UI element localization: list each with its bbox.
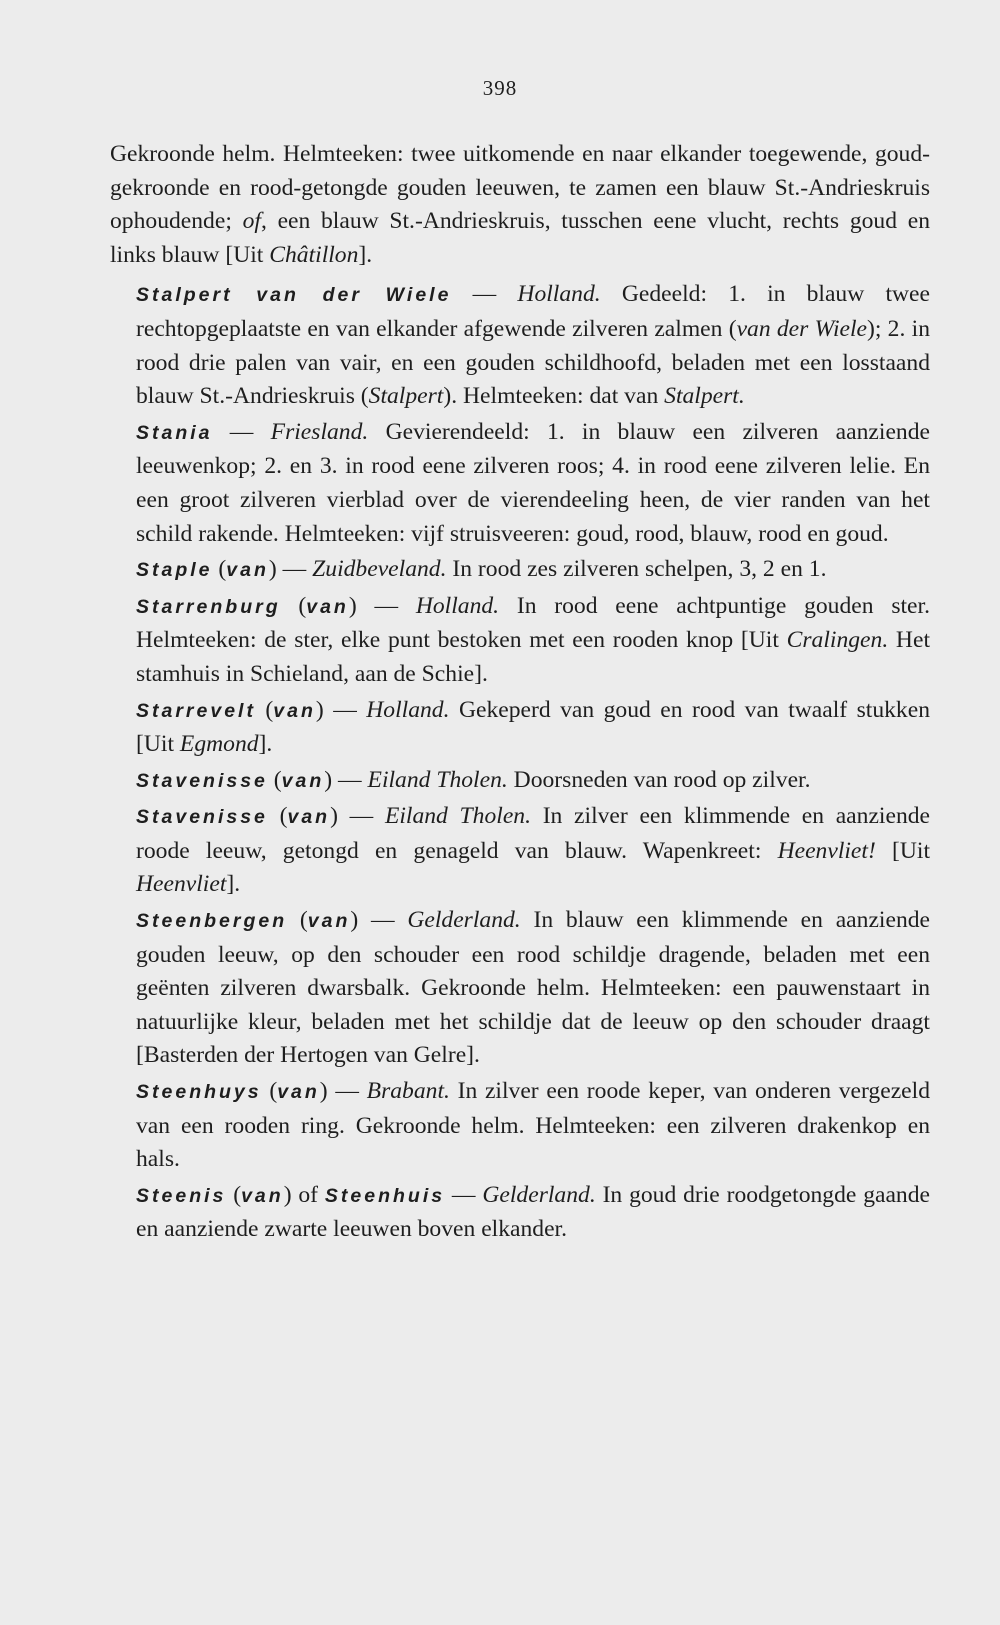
body-text: ( — [261, 1078, 278, 1105]
body-text: , een blauw St.-Andrieskruis, tusschen eene vlucht, rechts goud en links blauw [Uit — [110, 208, 930, 268]
body-text: Gedeeld: 1. in blauw twee rechtopgeplaatste en van elkander afgewende zilveren zalmen ( — [136, 281, 930, 342]
body-text: In zilver een klimmende en aanziende roode leeuw, getongd en genageld van blauw. Wapenkreet: — [136, 803, 931, 864]
body-text: ) — — [319, 1078, 367, 1105]
entry-paragraph — [110, 553, 930, 588]
body-text: ( — [212, 556, 227, 583]
family-name: Steenhuys — [136, 1081, 262, 1104]
entry-paragraph — [110, 1075, 930, 1177]
body-text: ]. — [258, 731, 273, 758]
body-text: In rood zes zilveren schelpen, 3, 2 en 1. — [446, 556, 827, 583]
family-name: van — [307, 910, 351, 933]
body-text: [Uit — [875, 837, 930, 864]
body-text: — — [445, 1181, 483, 1208]
body-text: ) — — [268, 556, 313, 583]
body-text: ). Helmteeken: dat van — [443, 383, 665, 410]
italic-text: van der Wiele — [736, 315, 868, 342]
body-text: Gevierendeeld: 1. in blauw een zilveren aanziende leeuwenkop; 2. en 3. in rood eene zilveren roos; 4. in rood eene zilveren lelie. En een groot zilveren vierblad over de vierendeeling heen, de vier randen van het schild rakende. Helmteeken: vijf struisveeren: goud, rood, blauw, rood en goud. — [136, 418, 930, 547]
italic-text: Holland. — [366, 696, 450, 723]
italic-text: Châtillon — [269, 241, 359, 268]
body-text: ( — [255, 696, 274, 723]
italic-text: Eiland Tholen. — [367, 766, 508, 793]
body-text: ) — — [324, 766, 368, 793]
family-name: Stalpert van der Wiele — [136, 284, 452, 307]
family-name: van — [281, 769, 325, 792]
italic-text: Gelderland. — [482, 1181, 596, 1208]
body-text: ( — [287, 907, 308, 934]
italic-text: Zuidbeveland. — [312, 556, 447, 583]
entry-paragraph — [110, 278, 930, 413]
italic-text: Friesland. — [270, 418, 369, 445]
family-name: Stania — [136, 421, 213, 444]
family-name: Stavenisse — [136, 806, 268, 829]
italic-text: of — [242, 208, 261, 235]
italic-text: Stalpert — [368, 383, 444, 410]
entry-paragraph — [110, 904, 930, 1073]
body-text: ( — [267, 803, 288, 830]
entry-paragraph — [110, 800, 930, 902]
family-name: Steenhuis — [324, 1184, 446, 1207]
body-text: ) of — [283, 1181, 325, 1208]
page-number: 398 — [482, 76, 518, 100]
italic-text: Heenvliet! — [777, 837, 876, 864]
body-text: ( — [280, 592, 307, 619]
continuation-paragraph — [110, 138, 930, 272]
italic-text: Gelderland. — [407, 907, 521, 934]
family-name: Starrevelt — [136, 699, 256, 722]
body-text: — — [212, 418, 271, 445]
family-name: van — [226, 559, 269, 582]
entry-paragraph — [110, 590, 930, 692]
family-name: Steenbergen — [136, 910, 288, 933]
body-text: In blauw een klimmende en aanziende gouden leeuw, op den schouder een rood schildje dragende, beladen met een geënten zilveren dwarsbalk. Gekroonde helm. Helmteeken: een pauwenstaart in natuurlijke kleur, beladen met het schildje dat de leeuw op den schouder draagt [Basterden der Hertogen van Gelre]. — [136, 907, 931, 1069]
family-name: van — [306, 595, 349, 618]
body-text: In goud drie roodgetongde gaande en aanziende zwarte leeuwen boven elkander. — [136, 1181, 930, 1243]
body-text: ) — — [330, 803, 385, 830]
italic-text: Cralingen. — [786, 627, 889, 654]
body-text: ) — — [348, 592, 416, 619]
body-text: Gekeperd van goud en rood van twaalf stukken [Uit — [136, 696, 930, 758]
body-text: Het stamhuis in Schieland, aan de Schie]. — [136, 627, 930, 687]
italic-text: Stalpert. — [664, 383, 745, 410]
body-text: ); 2. in rood drie palen van vair, en een gouden schildhoofd, beladen met een losstaand blauw St.-Andrieskruis ( — [136, 315, 930, 410]
family-name: Staple — [136, 559, 213, 582]
body-text: ( — [267, 766, 282, 793]
body-text: ]. — [226, 871, 241, 898]
family-name: Stavenisse — [136, 769, 268, 792]
body-text: In rood eene achtpuntige gouden ster. Helmteeken: de ster, elke punt bestoken met een rooden knop [Uit — [136, 592, 930, 654]
entry-paragraph — [110, 416, 930, 551]
entry-paragraph — [110, 764, 930, 799]
family-name: van — [277, 1081, 320, 1104]
family-name: van — [273, 699, 316, 722]
body-text: ) — — [350, 907, 408, 934]
family-name: van — [287, 806, 331, 829]
page-text — [110, 138, 930, 1249]
body-text: In zilver een roode keper, van onderen vergezeld van een rooden ring. Gekroonde helm. Helmteeken: een zilveren drakenkop en hals. — [136, 1078, 930, 1173]
body-text: — — [451, 281, 518, 308]
italic-text: Brabant. — [366, 1078, 450, 1105]
entry-paragraph — [110, 1179, 930, 1247]
body-text: ( — [226, 1181, 242, 1208]
italic-text: Heenvliet — [136, 871, 227, 898]
entry-paragraph — [110, 694, 930, 762]
italic-text: Egmond — [179, 731, 259, 758]
family-name: Starrenburg — [136, 595, 281, 618]
family-name: van — [241, 1184, 284, 1207]
italic-text: Holland. — [415, 592, 500, 619]
italic-text: Holland. — [517, 281, 601, 308]
body-text: ]. — [358, 241, 373, 268]
body-text: Gekroonde helm. Helmteeken: twee uitkomende en naar elkander toegewende, goud-gekroonde en rood-getongde gouden leeuwen, te zamen een blauw St.-Andrieskruis ophoudende; — [110, 141, 930, 235]
italic-text: Eiland Tholen. — [384, 803, 531, 830]
body-text: Doorsneden van rood op zilver. — [507, 766, 811, 793]
body-text: ) — — [315, 696, 367, 723]
family-name: Steenis — [136, 1184, 227, 1207]
